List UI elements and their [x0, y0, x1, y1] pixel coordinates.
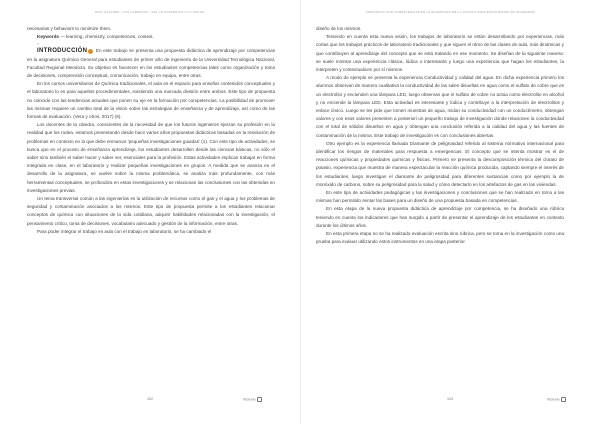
brand-logo-icon: [561, 397, 566, 402]
right-journal-brand: [547, 397, 566, 402]
abstract-fragment: necesarias y behaviors to minimize them.: [27, 26, 112, 31]
brand-logo-icon: [257, 397, 262, 402]
section-heading-introduccion: INTRODUCCIÓN: [37, 48, 88, 55]
section-bullet-icon: [88, 49, 93, 54]
right-page-number: 103: [447, 397, 453, 401]
left-brand-label: InGenio: [243, 397, 256, 402]
paragraph: Los docentes de la cátedra, conscientes de la necesidad de que los futuros ingenieros ejerzan su profesión en la realidad que los rodea, estamos presentando desde hace varios años propuestas didácticas basadas en la resolución de problemas en contexto en la que debe enmarcar 'pequeñas investigaciones guiadas' (1). Con este tipo de actividades, se busca que en el proceso de enseñanza aprendizaje, los estudiantes desarrollen desde las ciencias básicas, no sólo el saber sino también el saber hacer y saber ser, esenciales para la profesión. Estas actividades implican trabajar en forma integrada en clase, en el laboratorio y realizar pequeñas investigaciones en grupos. A medida que se avanza en el desarrollo de la asignatura, se vuelve sobre la misma problemática, se analiza más profundamente, con más herramientas conceptuales, se profundiza en estas investigaciones y se relacionan las conclusiones con las obtenidas en investigaciones previas.: [27, 122, 275, 193]
keywords-text: — learning, chemistry, competencies, context.: [58, 34, 154, 40]
right-body-text: [316, 25, 564, 246]
intro-text: En este trabajo se presenta una propuesta didáctica de aprendizaje por competencias en la asignatura Química General para estudiantes de primer año de ingeniería de la Universidad Tecnológica Nacional, Facultad Regional Mendoza. Su objetivo es favorecer en los estudiantes competencias tales como organización y toma de decisiones, comprensión conceptual, comunicación, trabajo en equipo, entre otras.: [27, 48, 275, 79]
paragraph: En esta etapa de la nueva propuesta didáctica de aprendizaje por competencia, se ha diseñado una rúbrica teniendo en cuenta los indicadores que han surgido a partir de presentar el aprendizaje de los estudiantes en contexto durante los últimos años.: [316, 206, 564, 228]
left-page-number: 102: [147, 397, 153, 401]
paragraph: En este tipo de actividades pedagógicas y las investigaciones y conclusiones que se han realizado en torno a las mismas han permitido sentar las bases para un diseño de una propuesta basada en competencias.: [316, 190, 564, 204]
paragraph: Otro ejemplo es la experiencia llamada Diamante de peligrosidad referido al sistema normativo internacional para identificar los riesgos de materiales para respuesta a emergencias. El concepto que se intenta mostrar es el de reacciones químicas y propiedades químicas y físicas. Primero se presenta la descomposición térmica del clorato de potasio, experiencia que muestra de manera espectacular la reacción química producida, captando siempre el interés de los estudiantes, luego investigan el diamante de peligrosidad para diferentes sustancias como por ejemplo la de monóxido de carbono, sobre su peligrosidad para la salud y cómo detectarlo en los artefactos de gas en las viviendas.: [316, 140, 564, 187]
paragraph: En esta primera etapa no se ha realizado evaluación escrita sino rúbrica, pero se toma en la investigación como una prueba para evaluar utilizando estos instrumentos en una etapa posterior.: [316, 231, 564, 245]
right-brand-label: InGenio: [547, 397, 560, 402]
keywords-line: [27, 33, 275, 41]
section-mark: »: [37, 41, 40, 47]
left-running-header: RUDI GALARDO, LUIS CARDENAS · DEL LO ACADÉMICO A LO SOCIAL: [95, 11, 205, 14]
paragraph: Para poder integrar el trabajo en aula con el trabajo en laboratorio, se ha cambiado el: [37, 228, 212, 234]
paragraph: Un tema transversal común a las ingenierías es la utilización de recursos como el gas y el agua y los problemas de seguridad y contaminación asociados a los mismos. Este tipo de propuesta permite a los estudiantes relacionar conceptos de química con situaciones de la vida cotidiana, adquirir habilidades relacionadas con la investigación, el pensamiento crítico, toma de decisiones, vocabulario adecuado y gestión de la información, entre otras.: [27, 196, 275, 226]
right-running-header: PROPUESTA POR COMPETENCIAS EN LA ENSEÑANZA DE LA QUÍMICA PARA ESTUDIANTES DE INGENIERÍA: [365, 11, 536, 14]
keywords-label: Keywords: [37, 34, 59, 40]
left-journal-brand: [243, 397, 262, 402]
paragraph: Teniendo en cuenta esta nueva visión, los trabajos de laboratorio se están desarrollando por experiencias, más cortas que los trabajos prácticos de laboratorio tradicionales y que siguen el ritmo de las clases de aula, más dinámicas y que contribuyen al aprendizaje del concepto que se está tratando en ese momento. Se diseñan de la siguiente manera: se suele mostrar una experiencia clásica, lúdica o interesante y luego una experiencia que hagan los estudiantes, la interpreten y contextualicen por sí mismos.: [316, 34, 564, 73]
intro-paragraph: [27, 47, 275, 80]
paragraph: A modo de ejemplo se presenta la experiencia Conductividad y calidad del agua. En dicha experiencia primero los alumnos observan de manera cualitativa la conductividad de las sales disueltas en agua como el sulfato de cobre que es un electrolito y encienden una lámpara LED, luego observan que el sulfato de cobre no actúa como electrolito en alcohol y no enciende la lámpara LED. Esta actividad es interesante y lúdica y contribuye a la interpretación de electrolitos y enlace iónico. Luego se les pide que tomen muestras de agua, midan su conductividad con un conductímetro, obtengan valores y con esos valores presenten a posteriori un pequeño trabajo de investigación donde relacionen la conductividad con el total de sólidos disueltos en agua y obtengan una conclusión referida a la calidad del agua y las fuentes de contaminación de la misma. Este trabajo de investigación es con conclusiones abiertas.: [316, 75, 564, 138]
paragraph: diseño de los mismos.: [316, 26, 362, 31]
paragraph: En los cursos universitarios de Química tradicionales, el aula es el espacio para enseñar contenidos conceptuales y el laboratorio lo es para aquellos procedimentales, existiendo una marcada división entre ambos. Este tipo de propuesta no coincide con las tendencias actuales que ponen su eje en la formación por competencias. La posibilidad de promover las mismas requiere un cambio total de la visión sobre las estrategias de enseñanza y de aprendizaje, así como de las formas de evaluación. (Vera y otros, 2017) (6).: [27, 81, 275, 120]
left-body-text: [27, 25, 275, 236]
